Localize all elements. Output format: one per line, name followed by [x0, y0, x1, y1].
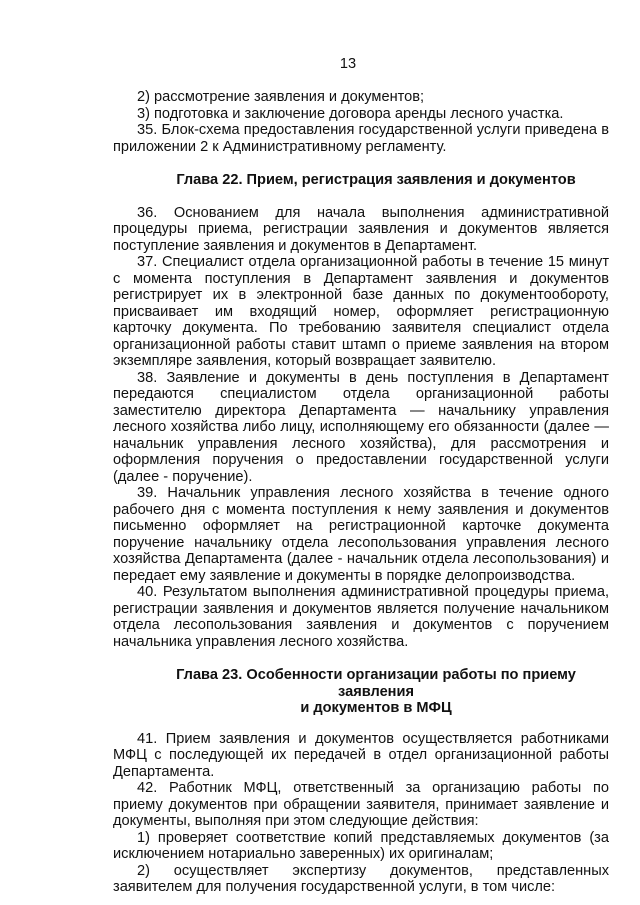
paragraph: 41. Прием заявления и документов осуществляется работниками МФЦ с последующей их передачей в отдел организационной работы Департамента. — [113, 730, 609, 780]
paragraph: 39. Начальник управления лесного хозяйства в течение одного рабочего дня с момента поступления к нему заявления и документов письменно оформляет на регистрационной карточке документа поручение начальнику отдела лесопользования управления лесного хозяйства Департамента (далее - начальник отдела лесопользования) и передает ему заявление и документы в порядке делопроизводства. — [113, 485, 609, 584]
paragraph: 40. Результатом выполнения административной процедуры приема, регистрации заявления и документов является получение начальником отдела лесопользования заявления и документов с поручением начальника управления лесного хозяйства. — [113, 584, 609, 650]
list-item: 1) проверяет соответствие копий представляемых документов (за исключением нотариально заверенных) их оригиналам; — [113, 829, 609, 862]
list-item: 2) осуществляет экспертизу документов, представленных заявителем для получения государственной услуги, в том числе: — [113, 862, 609, 895]
chapter-22-heading: Глава 22. Прием, регистрация заявления и документов — [176, 172, 576, 188]
paragraph: 38. Заявление и документы в день поступления в Департамент передаются специалистом отдела организационной работы заместителю директора Департамента — начальнику управления лесного хозяйства либо лицу, исполняющему его обязанности (далее — начальник управления лесного хозяйства), для рассмотрения и оформления поручения о предоставлении государственной услуги (далее - поручение). — [113, 369, 609, 485]
paragraph: 36. Основанием для начала выполнения административной процедуры приема, регистрации заявления и документов является поступление заявления и документов в Департамент. — [113, 204, 609, 254]
chapter-23-heading-line1: Глава 23. Особенности организации работы по приему заявления — [176, 667, 576, 700]
paragraph: 42. Работник МФЦ, ответственный за организацию работы по приему документов при обращении заявителя, принимает заявление и документы, выполняя при этом следующие действия: — [113, 780, 609, 829]
list-item: 2) рассмотрение заявления и документов; — [137, 89, 425, 105]
document-body — [113, 89, 609, 896]
paragraph: 35. Блок-схема предоставления государственной услуги приведена в приложении 2 к Административному регламенту. — [113, 122, 609, 155]
paragraph: 37. Специалист отдела организационной работы в течение 15 минут с момента поступления в Департамент заявления и документов регистрирует их в электронной базе данных по документообороту, присваивает им входящий номер, оформляет регистрационную карточку документа. По требованию заявителя специалист отдела организационной работы ставит штамп о приеме заявления на втором экземпляре заявления, который возвращает заявителю. — [113, 254, 609, 369]
list-item: 3) подготовка и заключение договора аренды лесного участка. — [137, 105, 564, 122]
chapter-23-heading-line2: и документов в МФЦ — [300, 700, 452, 716]
page-number: 13 — [339, 56, 357, 72]
chapter-23-heading — [113, 667, 609, 717]
